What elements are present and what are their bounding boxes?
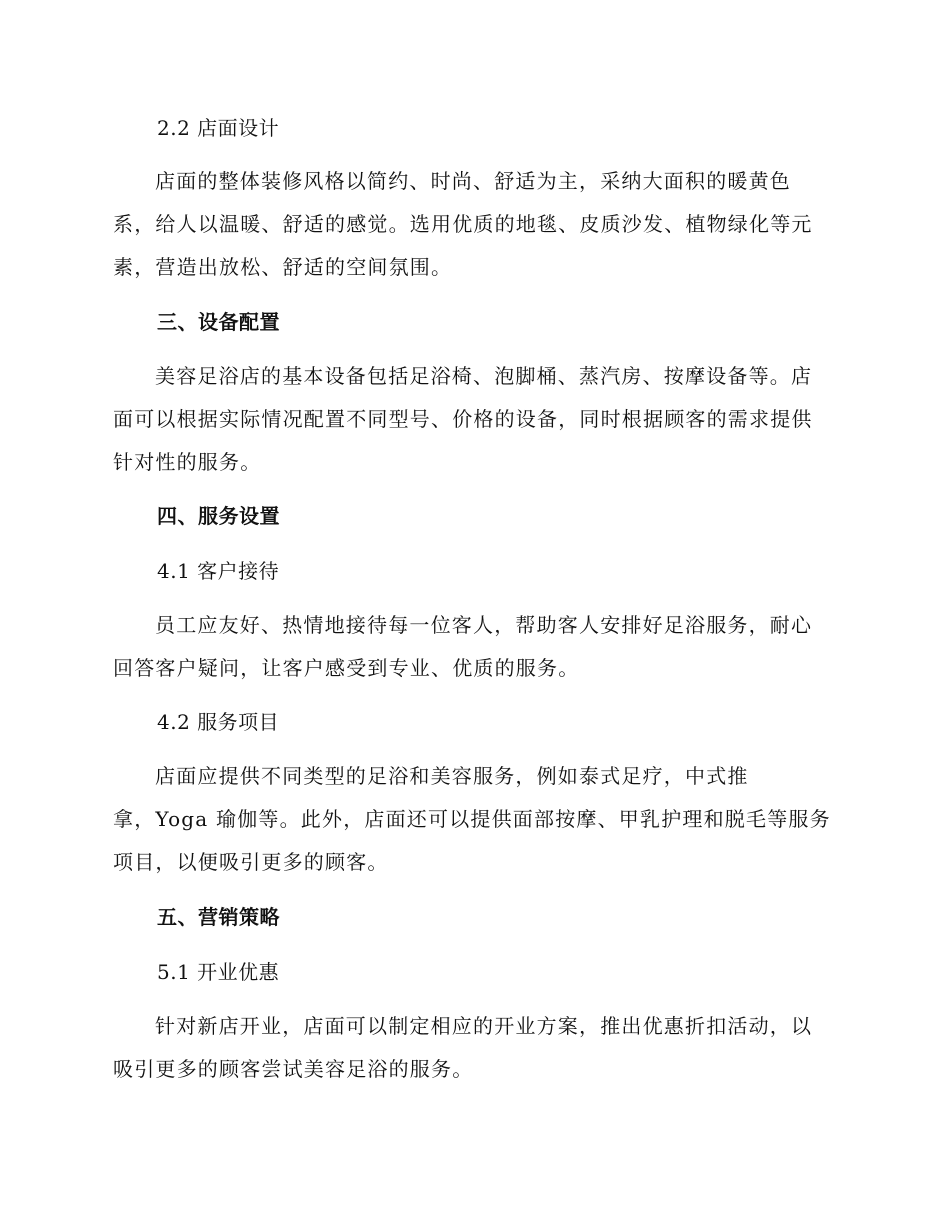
section-heading-4-2: 4.2 服务项目 (157, 710, 280, 734)
paragraph-line: 员工应友好、热情地接待每一位客人，帮助客人安排好足浴服务，耐心 (155, 613, 813, 637)
paragraph-service-items (113, 755, 831, 884)
paragraph-line: 系，给人以温暖、舒适的感觉。选用优质的地毯、皮质沙发、植物绿化等元 (113, 212, 813, 236)
paragraph-line: 吸引更多的顾客尝试美容足浴的服务。 (113, 1057, 474, 1081)
paragraph-equipment (113, 355, 831, 484)
paragraph-line: 针对性的服务。 (113, 450, 262, 474)
paragraph-line: 素，营造出放松、舒适的空间氛围。 (113, 255, 453, 279)
paragraph-line: 美容足浴店的基本设备包括足浴椅、泡脚桶、蒸汽房、按摩设备等。店 (155, 364, 813, 388)
paragraph-opening-offer (113, 1005, 831, 1091)
section-heading-marketing: 五、营销策略 (157, 905, 280, 929)
section-heading-2-2: 2.2 店面设计 (157, 116, 280, 140)
paragraph-store-design (113, 160, 831, 289)
section-heading-services: 四、服务设置 (157, 504, 280, 528)
section-heading-equipment: 三、设备配置 (157, 310, 280, 334)
paragraph-reception (113, 604, 831, 690)
paragraph-line: 项目，以便吸引更多的顾客。 (113, 850, 389, 874)
section-heading-5-1: 5.1 开业优惠 (157, 960, 280, 984)
paragraph-line: 针对新店开业，店面可以制定相应的开业方案，推出优惠折扣活动，以 (155, 1014, 813, 1038)
paragraph-line: 店面的整体装修风格以简约、时尚、舒适为主，采纳大面积的暖黄色 (155, 169, 791, 193)
section-heading-4-1: 4.1 客户接待 (157, 559, 280, 583)
paragraph-line: 回答客户疑问，让客户感受到专业、优质的服务。 (113, 656, 580, 680)
paragraph-line: 拿，Yoga 瑜伽等。此外，店面还可以提供面部按摩、甲乳护理和脱毛等服务 (113, 807, 831, 831)
paragraph-line: 店面应提供不同类型的足浴和美容服务，例如泰式足疗，中式推 (155, 764, 749, 788)
paragraph-line: 面可以根据实际情况配置不同型号、价格的设备，同时根据顾客的需求提供 (113, 407, 813, 431)
